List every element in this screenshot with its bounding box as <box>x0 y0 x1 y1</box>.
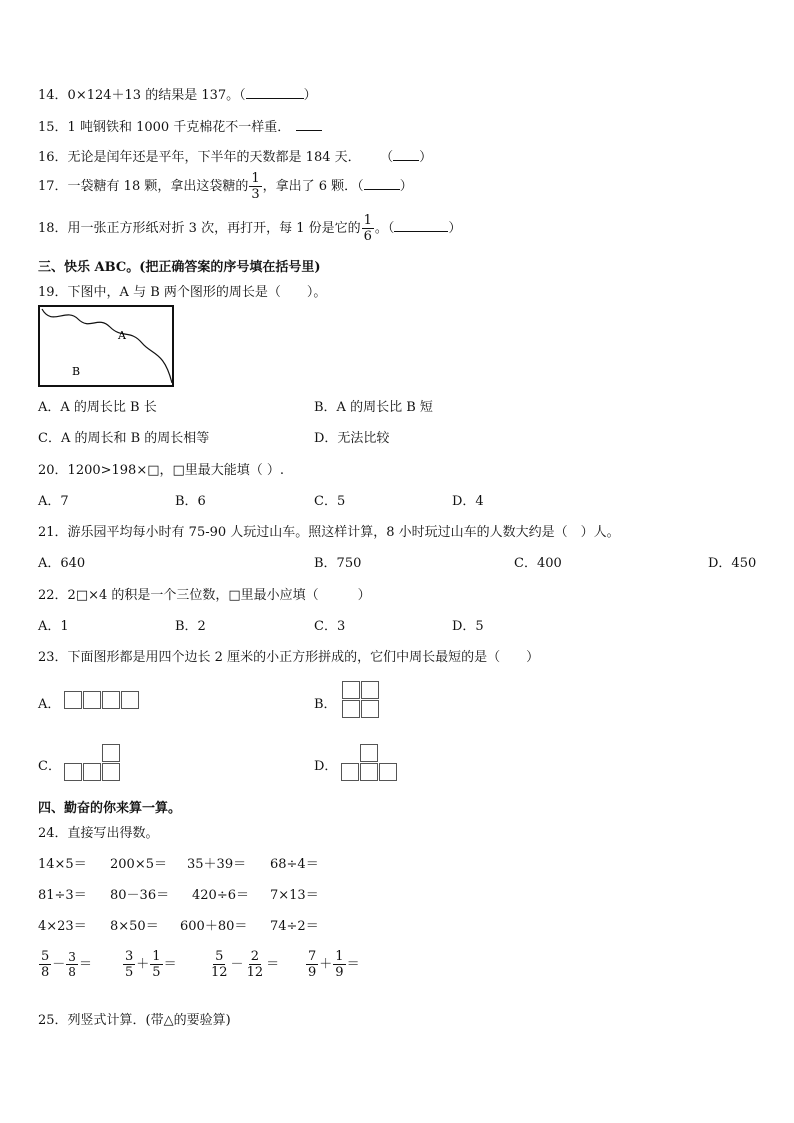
fraction: $\frac{3}{5}$ <box>125 949 134 980</box>
fraction: $\frac{1}{5}$ <box>152 949 161 980</box>
calc-item: 14×5＝ <box>38 857 87 872</box>
option-d[interactable]: D．无法比较 <box>314 431 390 446</box>
calc-item: 200×5＝ <box>110 857 167 872</box>
close-paren: ） <box>303 88 317 103</box>
calc-item: 600＋80＝ <box>180 919 248 934</box>
fraction-calc: $\frac{5}{8}$ － $\frac{3}{8}$ ＝ <box>41 949 92 980</box>
fraction: $\frac{5}{8}$ <box>41 949 50 980</box>
option-a[interactable]: A．640 <box>38 556 86 571</box>
fraction-calc: $\frac{5}{12}$ － $\frac{2}{12}$ ＝ <box>211 949 280 980</box>
option-c[interactable]: C．400 <box>514 556 562 571</box>
answer-blank[interactable] <box>246 86 304 99</box>
option-d[interactable]: D．4 <box>452 494 484 509</box>
question-17-text-2: ，拿出了 6 颗．（ <box>262 179 364 194</box>
option-b[interactable]: B．750 <box>314 556 362 571</box>
denominator: 6 <box>363 229 372 244</box>
question-23-text: 23．下面图形都是用四个边长 2 厘米的小正方形拼成的，它们中周长最短的是（ ） <box>38 650 540 665</box>
question-25-text: 25．列竖式计算．(带△的要验算) <box>38 1013 231 1028</box>
option-b[interactable]: B． <box>314 697 337 712</box>
close-paren: ） <box>448 221 462 236</box>
option-c[interactable]: C．3 <box>314 619 346 634</box>
rectangle-figure <box>38 305 174 387</box>
fraction-calc: $\frac{7}{9}$ ＋ $\frac{1}{9}$ ＝ <box>308 949 360 980</box>
calc-item: 68÷4＝ <box>270 857 319 872</box>
question-14 <box>38 84 317 103</box>
calc-item: 81÷3＝ <box>38 888 87 903</box>
answer-blank[interactable] <box>364 177 400 190</box>
question-24-text: 24．直接写出得数。 <box>38 826 159 841</box>
question-16-text: 16．无论是闰年还是平年，下半年的天数都是 184 天． <box>38 150 361 165</box>
question-19-text: 19．下图中，A 与 B 两个图形的周长是（ ）。 <box>38 285 327 300</box>
fraction <box>362 214 374 243</box>
close-paren: ） <box>399 179 413 194</box>
calc-item: 8×50＝ <box>110 919 159 934</box>
calc-item: 420÷6＝ <box>192 888 249 903</box>
question-18-text: 18．用一张正方形纸对折 3 次，再打开，每 1 份是它的 <box>38 221 361 236</box>
question-22-text: 22．2□×4 的积是一个三位数，□里最小应填（ ） <box>38 588 371 603</box>
calc-item: 74÷2＝ <box>270 919 319 934</box>
calc-item: 35＋39＝ <box>187 857 247 872</box>
question-18-text-2: 。（ <box>374 221 395 236</box>
question-16 <box>38 146 432 165</box>
fraction <box>249 172 261 201</box>
option-c[interactable]: C．A 的周长和 B 的周长相等 <box>38 431 210 446</box>
fraction: $\frac{3}{8}$ <box>68 950 76 979</box>
denominator: 3 <box>251 187 260 202</box>
answer-blank[interactable] <box>394 219 448 232</box>
fraction-calc: $\frac{3}{5}$ ＋ $\frac{1}{5}$ ＝ <box>125 949 177 980</box>
option-c[interactable]: C．5 <box>314 494 346 509</box>
question-17 <box>38 172 413 201</box>
option-a[interactable]: A．7 <box>38 494 69 509</box>
option-d[interactable]: D．5 <box>452 619 484 634</box>
answer-blank[interactable] <box>296 118 322 131</box>
option-a[interactable]: A．1 <box>38 619 69 634</box>
calc-item: 4×23＝ <box>38 919 87 934</box>
fraction: $\frac{1}{9}$ <box>335 949 344 980</box>
question-18 <box>38 214 461 243</box>
calc-item: 80－36＝ <box>110 888 170 903</box>
shape-c-l <box>64 744 121 782</box>
shape-a-four-in-row <box>64 691 140 710</box>
option-a[interactable]: A． <box>38 697 61 712</box>
calc-item: 7×13＝ <box>270 888 319 903</box>
answer-blank[interactable] <box>393 148 419 161</box>
option-c[interactable]: C． <box>38 759 61 774</box>
section-4-heading: 四、勤奋的你来算一算。 <box>38 801 182 816</box>
option-a[interactable]: A．A 的周长比 B 长 <box>38 400 157 415</box>
option-d[interactable]: D．450 <box>708 556 757 571</box>
option-b[interactable]: B．2 <box>175 619 206 634</box>
question-14-text: 14．0×124＋13 的结果是 137。（ <box>38 88 246 103</box>
question-17-text: 17．一袋糖有 18 颗，拿出这袋糖的 <box>38 179 249 194</box>
close-paren: ） <box>419 150 433 165</box>
label-a: A <box>118 329 126 342</box>
option-b[interactable]: B．6 <box>175 494 206 509</box>
label-b: B <box>72 365 81 378</box>
fraction: $\frac{2}{12}$ <box>246 949 264 980</box>
question-15-text: 15．1 吨钢铁和 1000 千克棉花不一样重． <box>38 120 291 135</box>
option-d[interactable]: D． <box>314 759 338 774</box>
shape-d-t <box>341 744 398 782</box>
section-3-heading: 三、快乐 ABC。(把正确答案的序号填在括号里) <box>38 260 321 275</box>
question-20-text: 20．1200>198×□，□里最大能填（ ）. <box>38 463 285 478</box>
numerator: 1 <box>251 171 260 186</box>
fraction: $\frac{5}{12}$ <box>211 949 228 980</box>
question-21-text: 21．游乐园平均每小时有 75-90 人玩过山车。照这样计算，8 小时玩过山车的人数大约是（ ）人。 <box>38 525 620 540</box>
question-15 <box>38 116 322 135</box>
fraction: $\frac{7}{9}$ <box>308 949 317 980</box>
option-b[interactable]: B．A 的周长比 B 短 <box>314 400 433 415</box>
numerator: 1 <box>363 213 372 228</box>
shape-b-square <box>342 681 380 719</box>
open-paren: （ <box>386 150 394 165</box>
